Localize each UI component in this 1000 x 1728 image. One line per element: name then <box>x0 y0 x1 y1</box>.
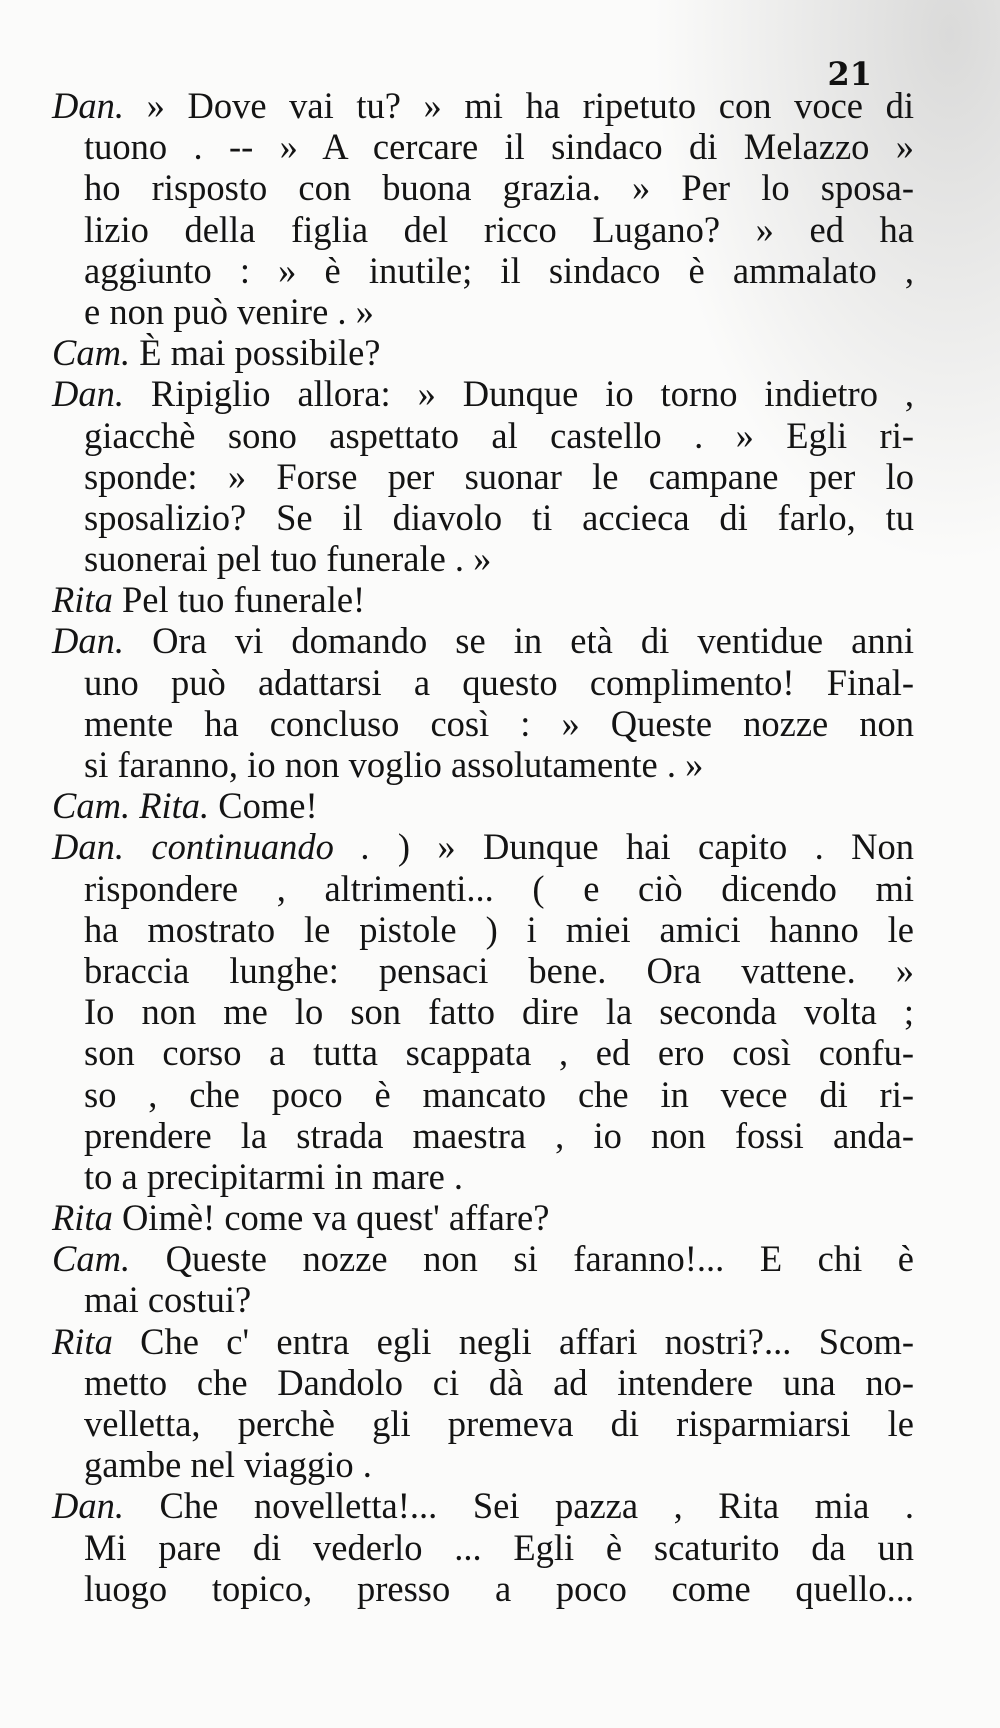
text-line <box>52 291 914 332</box>
line-text: ho risposto con buona grazia. » Per lo sposa- <box>84 167 914 209</box>
text-line <box>52 1238 914 1279</box>
text-line <box>52 703 914 744</box>
speaker-label: Dan. <box>52 85 124 126</box>
speaker-label: Cam. <box>52 1238 131 1280</box>
line-text: Che c' entra egli negli affari nostri?... Scom- <box>112 1320 914 1362</box>
line-text: lizio della figlia del ricco Lugano? » ed ha <box>84 208 914 250</box>
line-text: aggiunto : » è inutile; il sindaco è ammalato , <box>84 249 914 291</box>
line-text: ha mostrato le pistole ) i miei amici hanno le <box>84 908 914 950</box>
line-text: È mai possibile? <box>130 332 381 374</box>
text-line <box>52 785 914 826</box>
speaker-label: Cam. Rita. <box>52 785 210 827</box>
speaker-label: Rita <box>52 1320 113 1362</box>
line-text: Come! <box>209 785 318 827</box>
text-line <box>52 538 914 579</box>
text-line <box>52 209 914 250</box>
line-text: luogo topico, presso a poco come quello... <box>84 1567 914 1609</box>
text-line <box>52 868 914 909</box>
line-text: son corso a tutta scappata , ed ero così confu- <box>84 1032 914 1074</box>
line-text: to a precipitarmi in mare . <box>84 1155 464 1197</box>
line-text: Che novelletta!... Sei pazza , Rita mia . <box>123 1485 914 1527</box>
line-text: rispondere , altrimenti... ( e ciò dicendo mi <box>84 867 914 909</box>
line-text: Ora vi domando se in età di ventidue anni <box>123 620 914 662</box>
line-text: » Dove vai tu? » mi ha ripetuto con voce di <box>123 85 914 126</box>
line-text: prendere la strada maestra , io non fossi anda- <box>84 1114 914 1156</box>
text-line <box>52 1362 914 1403</box>
line-text: velletta, perchè gli premeva di risparmiarsi le <box>84 1403 914 1444</box>
line-text: ) » Dunque hai capito . Non <box>370 826 915 868</box>
text-line <box>52 85 914 126</box>
text-line <box>52 1279 914 1320</box>
text-line <box>52 167 914 208</box>
speaker-label: Rita <box>52 579 113 621</box>
text-line <box>52 1115 914 1156</box>
line-text: suonerai pel tuo funerale . » <box>84 538 492 580</box>
text-line <box>52 332 914 373</box>
speaker-label: Dan. <box>52 620 124 662</box>
text-line <box>52 909 914 950</box>
text-line <box>52 126 914 167</box>
line-text: mai costui? <box>84 1279 252 1321</box>
text-line <box>52 1197 914 1238</box>
text-line <box>52 497 914 538</box>
text-line <box>52 620 914 661</box>
speaker-label: Dan. continuando . <box>52 826 371 868</box>
speaker-label: Dan. <box>52 1485 124 1527</box>
text-line <box>52 1032 914 1073</box>
text-line <box>52 1321 914 1362</box>
line-text: e non può venire . » <box>84 290 374 332</box>
line-text: Queste nozze non si faranno!... E chi è <box>130 1238 914 1280</box>
speaker-label: Rita <box>52 1197 113 1239</box>
line-text: Io non me lo son fatto dire la seconda volta ; <box>84 991 914 1033</box>
text-line <box>52 1485 914 1526</box>
line-text: metto che Dandolo ci dà ad intendere una no- <box>84 1361 914 1403</box>
speaker-label: Dan. <box>52 373 124 415</box>
line-text: Oimè! come va quest' affare? <box>112 1197 550 1239</box>
page-number: 21 <box>827 55 872 93</box>
text-line <box>52 662 914 703</box>
line-text: braccia lunghe: pensaci bene. Ora vattene. » <box>84 949 914 991</box>
line-text: sposalizio? Se il diavolo ti accieca di farlo, tu <box>84 496 914 538</box>
text-line <box>52 250 914 291</box>
line-text: mente ha concluso così : » Queste nozze non <box>84 702 914 744</box>
speaker-label: Cam. <box>52 332 131 374</box>
line-text: Ripiglio allora: » Dunque io torno indietro , <box>123 373 914 415</box>
text-line <box>52 456 914 497</box>
line-text: sponde: » Forse per suonar le campane per lo <box>84 455 914 497</box>
text-line <box>52 991 914 1032</box>
line-text: giacchè sono aspettato al castello . » Egli ri- <box>84 414 914 456</box>
text-line <box>52 579 914 620</box>
line-text: so , che poco è mancato che in vece di ri- <box>84 1073 914 1115</box>
text-line <box>52 1527 914 1568</box>
dialogue-text <box>52 85 914 1609</box>
text-line <box>52 1444 914 1485</box>
text-line <box>52 950 914 991</box>
line-text: gambe nel viaggio . <box>84 1444 372 1486</box>
text-line <box>52 1403 914 1444</box>
text-line <box>52 373 914 414</box>
line-text: uno può adattarsi a questo complimento! Final- <box>84 661 914 703</box>
text-line <box>52 826 914 867</box>
text-line <box>52 415 914 456</box>
line-text: Mi pare di vederlo ... Egli è scaturito da un <box>84 1526 914 1568</box>
text-line <box>52 1156 914 1197</box>
text-line <box>52 744 914 785</box>
text-line <box>52 1074 914 1115</box>
text-line <box>52 1568 914 1609</box>
line-text: tuono . -- » A cercare il sindaco di Melazzo » <box>84 126 914 168</box>
line-text: Pel tuo funerale! <box>112 579 366 621</box>
line-text: si faranno, io non voglio assolutamente . » <box>84 744 704 785</box>
